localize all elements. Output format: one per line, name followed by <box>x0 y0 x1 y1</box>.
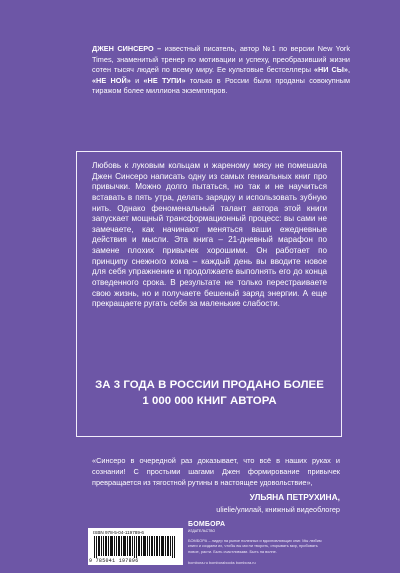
publisher-note: БОМБОРА – лидер на рынке полезных и вдохновляющих книг. Мы любим книги и создаем их, чтобы вы могли творить, открывать мир, пробовать новое, расти. Быть счастливыми. Быть на волне. <box>188 538 322 554</box>
sales-promo-heading: ЗА 3 ГОДА В РОССИИ ПРОДАНО БОЛЕЕ 1 000 000 КНИГ АВТОРА <box>95 379 324 407</box>
book-description: Любовь к луковым кольцам и жареному мясу не помешала Джен Синсеро написать одну из самых гениальных книг про привычки. Можно долго пытаться, но так и не научиться вставать в пять утра, делать зарядку и использовать зубную нить. Однако феноменальный талант автора этой книги запускает мощный трансформационный процесс: вы сами не замечаете, как начинают меняться ваши ежедневные действия и мысли. Эта книга – 21-дневный марафон по замене плохих привычек хорошими. Он работает по принципу снежного кома – каждый день вы вводите новое для себя упражнение и продолжаете выполнять его до конца отведенного срока. В результате не только перестраиваете свою жизнь, но и получаете бешеный заряд энергии. А еще прекращаете ругать себя за маленькие слабости. <box>92 161 327 309</box>
publisher-links: bombora.ru bomborabooks bombora.ru <box>188 560 256 565</box>
barcode-digits: 9 785041 197896 <box>89 558 139 564</box>
publisher-logo <box>188 521 226 535</box>
author-name: ДЖЕН СИНСЕРО – <box>92 44 162 53</box>
book-separator-and: и <box>135 75 140 85</box>
book-title-ne-tupi: «НЕ ТУПИ» <box>143 75 186 85</box>
publisher-logo-text: БОМБОРА <box>188 521 226 528</box>
author-intro: известный писатель, автор №1 по версии New York Times, знаменитый тренер по мотивации и успеху, преобразивший жизни сотен тысяч людей по всему миру. Ее культовые бестселлеры <box>92 44 350 75</box>
author-outro: только в России были проданы совокупным тиражом более миллиона экземпляров. <box>92 75 351 96</box>
author-bio <box>92 44 350 97</box>
isbn-number: ISBN 978-5-04-119789-6 <box>93 530 144 535</box>
publisher-logo-subtitle: ИЗДАТЕЛЬСТВО <box>188 529 216 533</box>
reviewer-role: ulielie/улилай, книжный видеоблогер <box>216 505 340 514</box>
review-quote: «Синсеро в очередной раз доказывает, что всё в наших руках и сознании! С простыми шагами Джен формирование привычек превращается из тягостной рутины в настоящее удовольствие», <box>92 456 340 487</box>
book-separator: , <box>347 65 350 75</box>
reviewer-name: УЛЬЯНА ПЕТРУХИНА, <box>249 492 340 502</box>
barcode-icon <box>94 536 178 558</box>
barcode-block <box>88 528 183 565</box>
book-title-ni-sy: «НИ СЫ» <box>313 65 348 75</box>
book-title-ne-noy: «НЕ НОЙ» <box>92 75 131 85</box>
